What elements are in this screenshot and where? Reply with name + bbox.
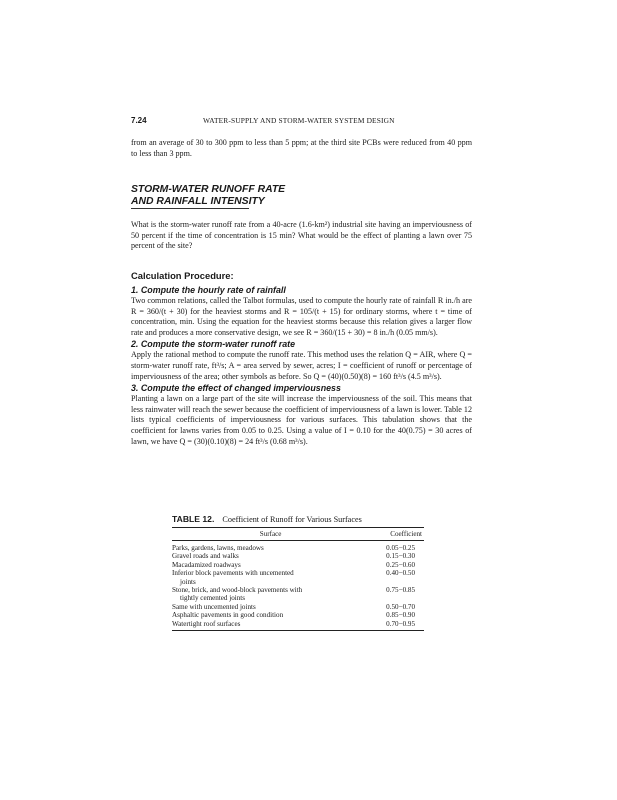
surface-cell (172, 541, 369, 553)
surface-text: Gravel roads and walks (172, 552, 239, 561)
intro-paragraph: from an average of 30 to 300 ppm to less than 5 ppm; at the third site PCBs were reduced from 40 ppm to less than 3 ppm. (131, 138, 472, 158)
coefficient-cell: 0.70−0.95 (369, 620, 424, 631)
calculation-steps (131, 285, 472, 448)
coefficient-cell: 0.05−0.25 (386, 544, 415, 552)
table-title: Coefficient of Runoff for Various Surfaces (222, 515, 362, 524)
column-header-coefficient: Coefficient (369, 528, 424, 541)
surface-text: Macadamized roadways (172, 560, 241, 569)
section-title (131, 184, 285, 207)
surface-text: Inferior block pavements with uncemented (172, 569, 294, 578)
step-2-text: Apply the rational method to compute the runoff rate. This method uses the relation Q = AIR, where Q = storm-water runoff rate, ft³/s; A = area served by sewer, acres; I = coefficient of runoff or percentage of imperviousness of the area; other symbols as before. So Q = (40)(0.50)(8) = 160 ft³/s (4.5 m³/s). (131, 350, 472, 381)
table-row (172, 620, 424, 631)
step-3-heading: 3. Compute the effect of changed imperviousness (131, 383, 341, 394)
coefficient-cell: 0.40−0.50 (386, 569, 415, 578)
table-header-row (172, 528, 424, 541)
surface-cell (172, 586, 369, 603)
surface-cell (172, 603, 369, 611)
surface-cell (172, 620, 369, 631)
surface-text-continued: tightly cemented joints (180, 594, 246, 603)
surface-cell (172, 569, 369, 586)
table-row (172, 611, 424, 619)
surface-text: Stone, brick, and wood-block pavements with (172, 586, 303, 595)
table-label: TABLE 12. (172, 514, 215, 524)
table-row (172, 586, 424, 603)
surface-text: Watertight roof surfaces (172, 619, 241, 628)
coefficient-cell: 0.25−0.60 (386, 560, 415, 569)
table-caption (172, 514, 424, 524)
step-1-text: Two common relations, called the Talbot formulas, used to compute the hourly rate of rainfall R in./h are R = 360/(t + 30) for the heaviest storms and R = 105/(t + 15) for ordinary storms, where t = time of concentration, min. Using the equation for the heaviest storms because this relation gives a larger flow rate and produces a more conservative design, we see R = 360/(15 + 30) = 8 in./h (0.05 mm/s). (131, 296, 472, 337)
column-header-surface: Surface (172, 528, 369, 541)
surface-cell (172, 561, 369, 569)
runoff-coefficient-table (172, 514, 424, 631)
table-grid (172, 527, 424, 631)
step-3-text: Planting a lawn on a large part of the site will increase the imperviousness of the soil. This means that less rainwater will reach the sewer because the coefficient of imperviousness of a lawn is lower. Table 12 lists typical coefficients of imperviousness for various surfaces. This tabulation shows that the coefficient for lawns varies from 0.05 to 0.25. Using a value of I = 0.10 for the 40(0.75) = 30 acres of lawn, we have Q = (30)(0.10)(8) = 24 ft³/s (0.68 m³/s). (131, 394, 472, 446)
table-row (172, 541, 424, 553)
calculation-heading: Calculation Procedure: (131, 270, 234, 281)
surface-text: Asphaltic pavements in good condition (172, 611, 284, 620)
surface-text: Same with uncemented joints (172, 602, 256, 611)
step-2-heading: 2. Compute the storm-water runoff rate (131, 339, 296, 350)
table-row (172, 552, 424, 560)
surface-cell (172, 552, 369, 560)
running-title: WATER-SUPPLY AND STORM-WATER SYSTEM DESIGN (203, 116, 395, 125)
coefficient-cell: 0.15−0.30 (386, 552, 415, 561)
surface-text: Parks, gardens, lawns, meadows (172, 544, 264, 552)
table-row (172, 561, 424, 569)
surface-cell (172, 611, 369, 619)
coefficient-cell: 0.75−0.85 (386, 586, 415, 595)
page-number: 7.24 (131, 116, 147, 125)
table-row (172, 603, 424, 611)
section-title-rule (131, 208, 249, 209)
table-row (172, 569, 424, 586)
surface-text-continued: joints (180, 577, 196, 586)
section-title-line-1: STORM-WATER RUNOFF RATE (131, 184, 286, 195)
coefficient-cell: 0.50−0.70 (386, 602, 415, 611)
step-1-heading: 1. Compute the hourly rate of rainfall (131, 285, 286, 295)
coefficient-cell: 0.85−0.90 (386, 611, 415, 620)
problem-statement: What is the storm-water runoff rate from a 40-acre (1.6-km²) industrial site having an imperviousness of 50 percent if the time of concentration is 15 min? What would be the effect of planting a lawn over 75 percent of the site? (131, 220, 472, 251)
section-title-line-2: AND RAINFALL INTENSITY (131, 195, 265, 207)
